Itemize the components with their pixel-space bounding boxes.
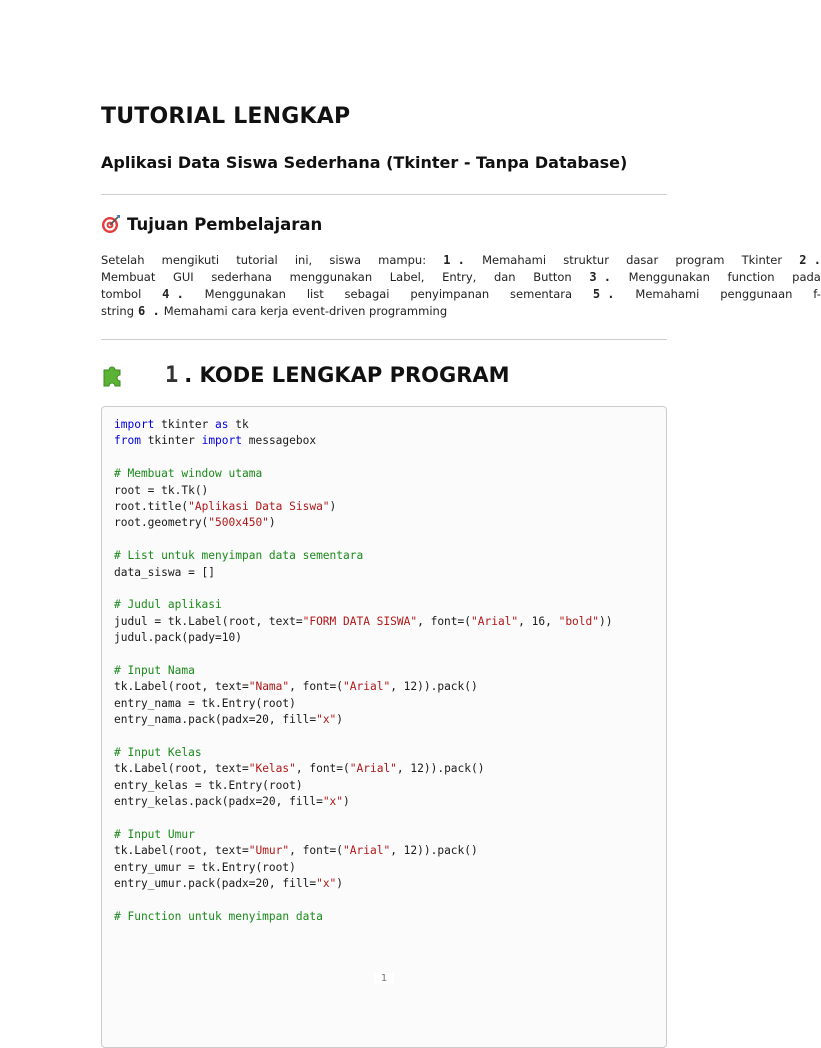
code-line: [114, 860, 654, 876]
code-token: , font=(: [289, 844, 344, 858]
paragraph-word: dasar: [626, 253, 659, 267]
code-line: [114, 876, 654, 892]
document-title: TUTORIAL LENGKAP: [101, 104, 351, 129]
paragraph-line: [101, 286, 821, 303]
paragraph-word: penggunaan: [720, 287, 793, 301]
code-token: "x": [316, 876, 337, 890]
code-line: [114, 581, 654, 597]
code-line: [114, 614, 654, 630]
list-number: 4 .: [162, 287, 184, 301]
code-line: [114, 696, 654, 712]
code-token: "Kelas": [248, 762, 296, 776]
code-token: tkinter: [140, 434, 202, 448]
code-token: messagebox: [242, 434, 317, 448]
code-token: tk.Label(root, text=: [114, 680, 249, 694]
code-token: tkinter: [154, 418, 216, 431]
page-number: 1: [374, 973, 394, 984]
code-token: entry_kelas.pack(padx=20, fill=: [114, 794, 323, 808]
code-line: [114, 827, 654, 843]
code-token: # Input Nama: [114, 663, 195, 677]
paragraph-word: struktur: [563, 253, 609, 267]
code-token: judul = tk.Label(root, text=: [114, 614, 303, 628]
code-token: # List untuk menyimpan data sementara: [114, 549, 364, 563]
code-line: [114, 450, 654, 466]
paragraph-word: mampu:: [378, 253, 427, 267]
code-token: tk.Label(root, text=: [114, 844, 249, 858]
paragraph-word: program: [675, 253, 725, 267]
paragraph-line: [101, 269, 821, 286]
code-section-heading-text: . KODE LENGKAP PROGRAM: [184, 363, 510, 387]
code-token: # Input Umur: [114, 827, 195, 841]
paragraph-word: Membuat: [101, 270, 156, 284]
code-line: [114, 483, 654, 499]
code-line: [114, 630, 654, 646]
puzzle-piece-icon: [101, 362, 127, 388]
code-token: "FORM DATA SISWA": [302, 614, 418, 628]
code-token: entry_nama.pack(padx=20, fill=: [114, 713, 317, 727]
code-token: root.geometry(: [114, 516, 209, 530]
paragraph-word: Memahami: [482, 253, 547, 267]
code-token: as: [215, 418, 229, 431]
code-token: "Arial": [349, 762, 397, 776]
paragraph-word: string: [101, 304, 135, 318]
paragraph-word: tutorial: [236, 253, 278, 267]
code-token: # Membuat window utama: [114, 467, 263, 481]
code-token: entry_umur = tk.Entry(root): [114, 860, 296, 874]
paragraph-word: dan: [493, 270, 516, 284]
code-token: root.title(: [114, 499, 189, 513]
code-token: "x": [322, 794, 344, 808]
code-line: [114, 679, 654, 695]
code-line: [114, 646, 654, 662]
code-line: [114, 417, 654, 433]
code-token: ): [336, 713, 344, 727]
paragraph-word: mengikuti: [161, 253, 220, 267]
paragraph-word: Button: [533, 270, 572, 284]
goal-heading: [101, 214, 322, 234]
code-line: [114, 728, 654, 744]
code-token: "bold": [558, 614, 599, 628]
paragraph-word: f-: [813, 287, 821, 301]
code-line: [114, 548, 654, 564]
code-line: [114, 843, 654, 859]
code-token: entry_umur.pack(padx=20, fill=: [114, 876, 317, 890]
paragraph-word: list: [306, 287, 324, 301]
list-number: 3 .: [589, 270, 612, 284]
code-token: , font=(: [289, 680, 344, 694]
code-token: data_siswa = []: [114, 565, 216, 579]
code-line: [114, 499, 654, 515]
code-token: "x": [316, 713, 337, 727]
code-line: [114, 433, 654, 449]
code-token: , 12)).pack(): [390, 844, 478, 858]
paragraph-word: ini,: [294, 253, 313, 267]
code-token: "Aplikasi Data Siswa": [188, 499, 330, 513]
code-token: , 12)).pack(): [396, 762, 485, 776]
section-number: 1: [165, 362, 179, 388]
code-token: tk: [228, 418, 249, 431]
code-token: import: [201, 434, 242, 448]
code-line: [114, 565, 654, 581]
code-line: [114, 745, 654, 761]
paragraph-word: Setelah: [101, 253, 145, 267]
code-token: entry_kelas = tk.Entry(root): [114, 778, 303, 792]
code-line: [114, 778, 654, 794]
code-token: ): [336, 876, 344, 890]
code-line: [114, 532, 654, 548]
code-line: [114, 794, 654, 810]
code-content: [102, 407, 666, 935]
paragraph-line: [101, 303, 821, 320]
paragraph-word: Label,: [389, 270, 425, 284]
code-line: [114, 892, 654, 908]
paragraph-word: menggunakan: [289, 270, 373, 284]
code-token: # Function untuk menyimpan data: [114, 909, 323, 923]
code-token: ): [268, 516, 276, 530]
code-token: # Judul aplikasi: [114, 598, 222, 612]
code-section-heading: [101, 358, 510, 392]
code-token: import: [114, 418, 155, 431]
paragraph-word: GUI: [172, 270, 194, 284]
paragraph-word: tombol: [101, 287, 142, 301]
code-token: ): [343, 794, 350, 808]
list-number: 5 .: [592, 287, 615, 301]
paragraph-word: Menggunakan: [204, 287, 286, 301]
paragraph-line: [101, 252, 821, 269]
paragraph-word: function: [727, 270, 775, 284]
code-block: [101, 406, 667, 1048]
paragraph-word: siswa: [329, 253, 361, 267]
code-token: "500x450": [208, 516, 269, 530]
code-line: [114, 909, 654, 925]
code-token: judul.pack(pady=10): [114, 631, 242, 645]
code-line: [114, 597, 654, 613]
paragraph-word: Entry,: [442, 270, 477, 284]
code-line: [114, 761, 654, 777]
code-token: , font=(: [417, 614, 471, 628]
code-line: [114, 515, 654, 531]
code-token: , 12)).pack(): [390, 680, 478, 694]
paragraph-word: sederhana: [211, 270, 272, 284]
paragraph-word: Menggunakan: [628, 270, 710, 284]
code-line: [114, 712, 654, 728]
code-token: from: [114, 434, 141, 448]
goal-heading-text: Tujuan Pembelajaran: [127, 214, 323, 234]
goal-paragraph: [101, 252, 821, 320]
paragraph-word: sementara: [510, 287, 573, 301]
code-line: [114, 663, 654, 679]
code-token: )): [599, 614, 613, 628]
list-number: 1 .: [443, 253, 465, 267]
code-token: # Input Kelas: [114, 745, 202, 759]
paragraph-word: sebagai: [344, 287, 390, 301]
code-token: ): [329, 499, 337, 513]
paragraph-word: Memahami: [635, 287, 700, 301]
paragraph-word: pada: [792, 270, 821, 284]
code-token: entry_nama = tk.Entry(root): [114, 696, 296, 710]
code-token: "Arial": [343, 844, 391, 858]
code-token: tk.Label(root, text=: [114, 762, 249, 776]
list-number: 2 .: [799, 253, 821, 267]
code-token: root = tk.Tk(): [114, 483, 209, 497]
paragraph-word: Tkinter: [741, 253, 783, 267]
paragraph-word: penyimpanan: [410, 287, 490, 301]
divider: [101, 339, 667, 340]
code-line: [114, 466, 654, 482]
list-number: 6 .: [138, 304, 160, 318]
code-token: , font=(: [295, 762, 350, 776]
code-token: , 16,: [518, 614, 559, 628]
code-token: "Arial": [471, 614, 519, 628]
divider: [101, 194, 667, 195]
target-icon: [101, 214, 121, 234]
code-token: "Arial": [343, 680, 391, 694]
code-token: "Umur": [248, 844, 290, 858]
paragraph-word: Memahami cara kerja event-driven programming: [163, 304, 448, 318]
document-subtitle: Aplikasi Data Siswa Sederhana (Tkinter - Tanpa Database): [101, 153, 628, 172]
code-token: "Nama": [248, 680, 290, 694]
code-line: [114, 810, 654, 826]
